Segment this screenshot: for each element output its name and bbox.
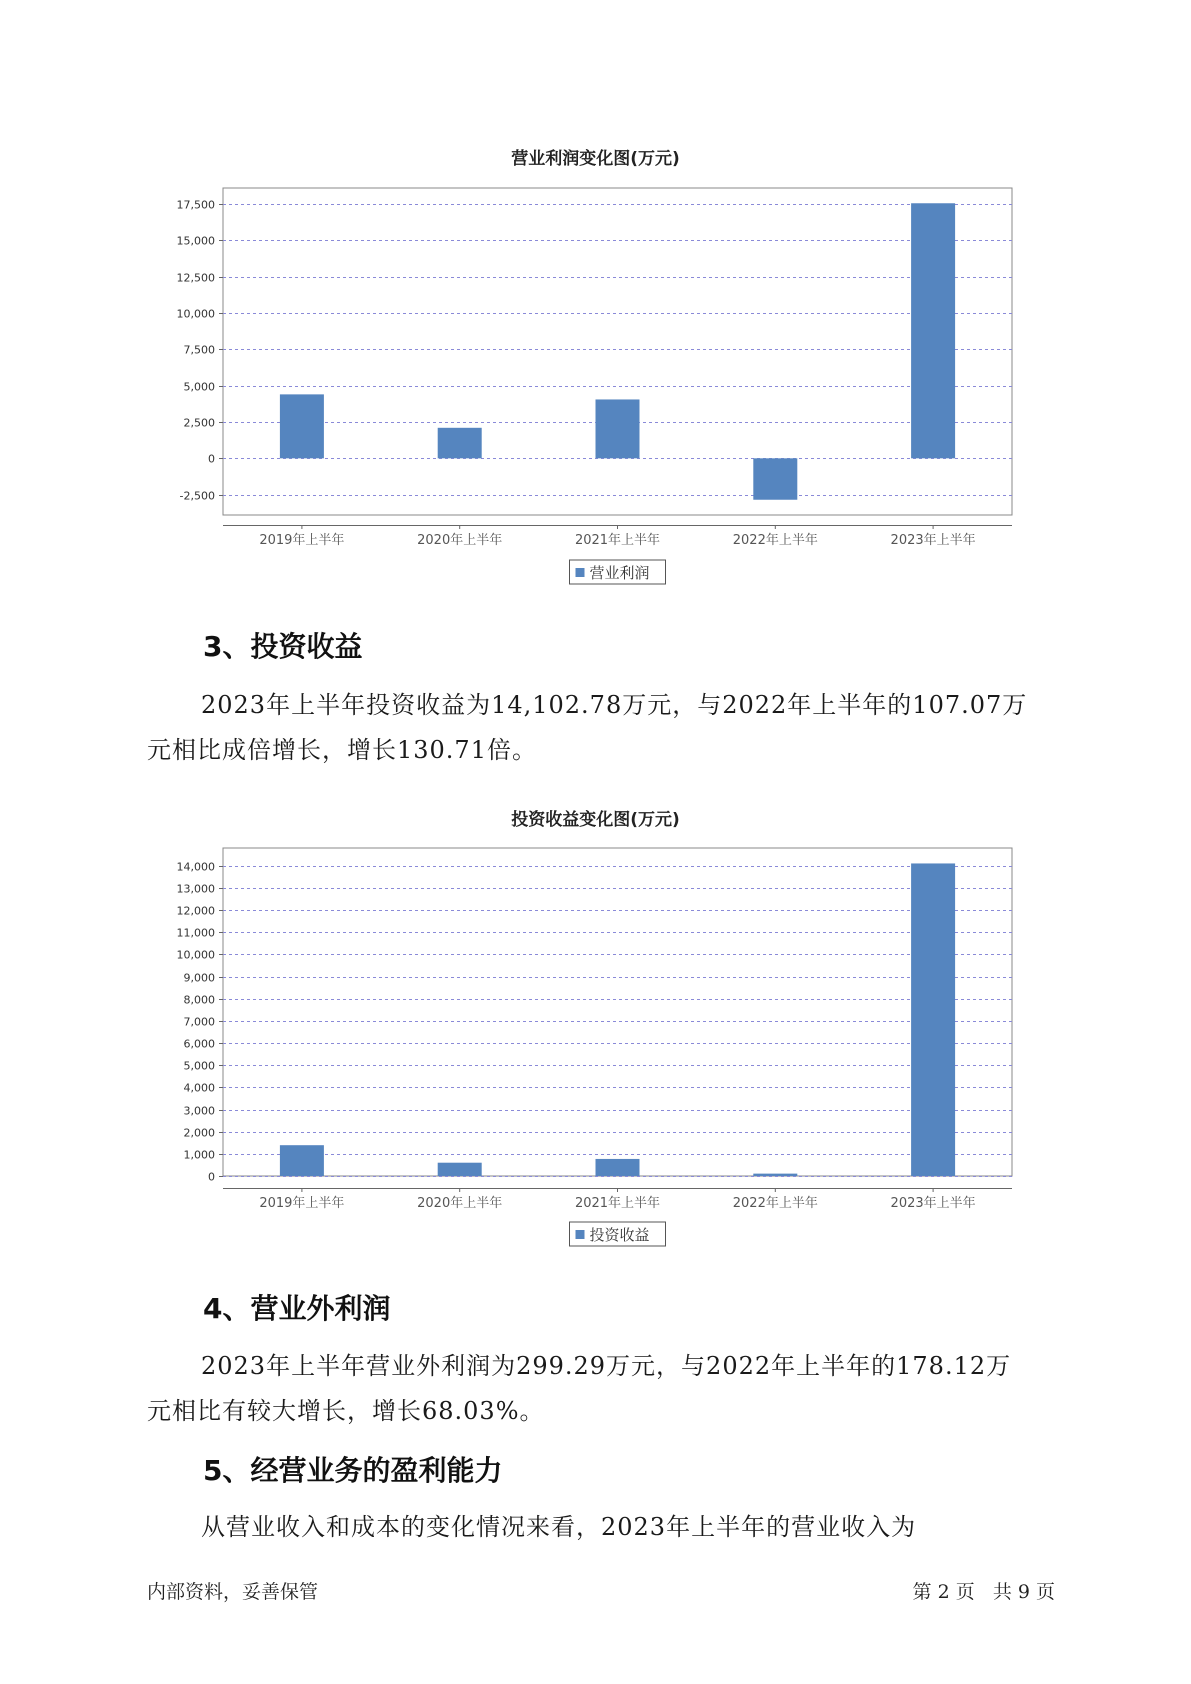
section-heading-non-operating-profit: 4、营业外利润	[203, 1292, 391, 1325]
bar	[753, 1174, 797, 1176]
bar	[438, 1163, 482, 1176]
legend-swatch	[576, 1230, 585, 1239]
section-heading-investment-income: 3、投资收益	[203, 630, 363, 663]
y-tick-label: 12,000	[176, 904, 215, 918]
y-tick-label: 12,500	[176, 271, 215, 285]
y-tick-label: 17,500	[176, 198, 215, 212]
x-tick-label: 2022年上半年	[732, 533, 818, 548]
investment-income-chart	[0, 832, 1191, 1252]
paragraph-line: 2023年上半年营业外利润为299.29万元，与2022年上半年的178.12万	[201, 1352, 1012, 1380]
bar	[596, 1159, 640, 1176]
x-tick-label: 2023年上半年	[890, 533, 976, 548]
operating-profit-chart	[0, 170, 1191, 590]
x-tick-label: 2020年上半年	[417, 533, 503, 548]
bar	[596, 399, 640, 458]
legend-label: 投资收益	[589, 1226, 650, 1244]
footer-page-number: 第 2 页 共 9 页	[912, 1581, 1055, 1603]
paragraph-line: 2023年上半年投资收益为14,102.78万元，与2022年上半年的107.07万	[201, 691, 1028, 719]
paragraph-line: 元相比有较大增长，增长68.03%。	[147, 1397, 545, 1425]
x-tick-label: 2021年上半年	[574, 1196, 661, 1211]
y-tick-label: 7,000	[183, 1015, 215, 1029]
bar	[438, 428, 482, 459]
x-tick-label: 2019年上半年	[259, 1196, 345, 1211]
x-tick-label: 2021年上半年	[574, 533, 661, 548]
x-tick-label: 2019年上半年	[259, 533, 345, 548]
chart-title-investment-income: 投资收益变化图(万元)	[511, 810, 680, 830]
y-tick-label: 7,500	[183, 343, 215, 357]
y-tick-label: 8,000	[183, 993, 215, 1007]
bar	[911, 203, 955, 458]
plot-area	[223, 848, 1012, 1176]
y-tick-label: 0	[208, 1170, 215, 1184]
bar	[911, 863, 955, 1176]
y-tick-label: 5,000	[183, 380, 215, 394]
x-tick-label: 2022年上半年	[732, 1196, 818, 1211]
y-tick-label: 5,000	[183, 1059, 215, 1073]
x-tick-label: 2023年上半年	[890, 1196, 976, 1211]
paragraph-non-operating-profit	[147, 1344, 1057, 1434]
paragraph-line: 元相比成倍增长，增长130.71倍。	[147, 736, 537, 764]
section-heading-profitability: 5、经营业务的盈利能力	[203, 1454, 503, 1487]
y-tick-label: 11,000	[176, 926, 215, 940]
y-tick-label: 0	[208, 452, 215, 466]
y-tick-label: 13,000	[176, 882, 215, 896]
y-tick-label: 2,500	[183, 416, 215, 430]
y-tick-label: 6,000	[183, 1037, 215, 1051]
paragraph-investment-income	[147, 683, 1057, 773]
y-tick-label: 3,000	[183, 1104, 215, 1118]
footer-confidential-note: 内部资料，妥善保管	[147, 1581, 319, 1603]
y-tick-label: 10,000	[176, 307, 215, 321]
paragraph-profitability	[147, 1505, 1057, 1550]
chart-title-operating-profit: 营业利润变化图(万元)	[511, 149, 680, 169]
y-tick-label: 14,000	[176, 860, 215, 874]
y-tick-label: 10,000	[176, 948, 215, 962]
y-tick-label: 15,000	[176, 234, 215, 248]
plot-area	[223, 188, 1012, 515]
bar	[280, 1145, 324, 1176]
y-tick-label: 4,000	[183, 1081, 215, 1095]
legend-label: 营业利润	[589, 564, 650, 582]
bar	[753, 458, 797, 499]
y-tick-label: 9,000	[183, 971, 215, 985]
bar	[280, 394, 324, 458]
paragraph-line: 从营业收入和成本的变化情况来看，2023年上半年的营业收入为	[201, 1513, 917, 1541]
y-tick-label: -2,500	[179, 489, 215, 503]
legend-swatch	[576, 568, 585, 577]
x-tick-label: 2020年上半年	[417, 1196, 503, 1211]
y-tick-label: 2,000	[183, 1126, 215, 1140]
y-tick-label: 1,000	[183, 1148, 215, 1162]
